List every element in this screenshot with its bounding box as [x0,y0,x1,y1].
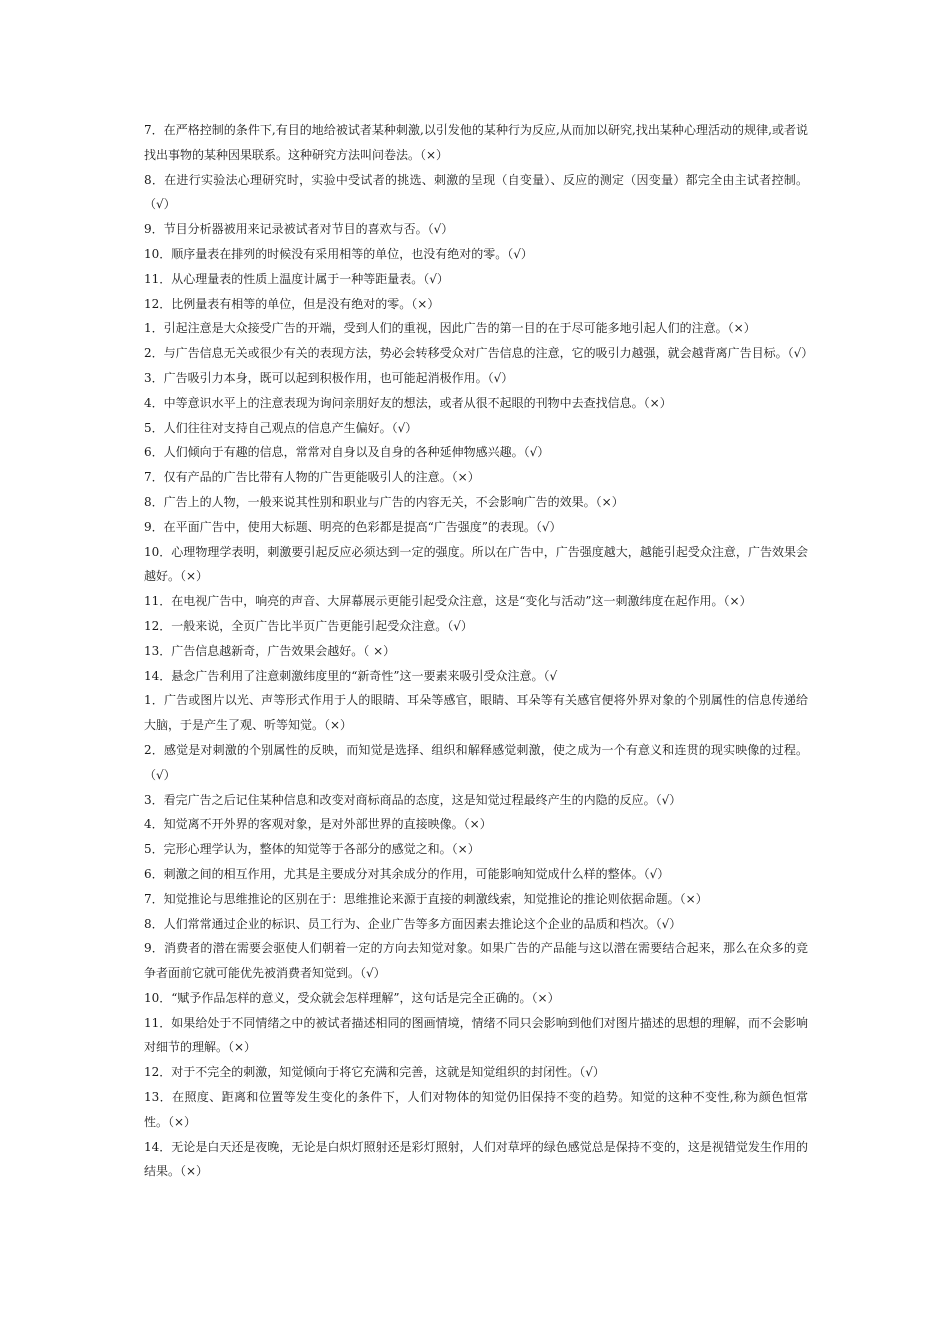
statement-item: 13．广告信息越新奇，广告效果会越好。（ ×） [144,643,396,658]
statement-item: 5．人们往往对支持自己观点的信息产生偏好。（√） [144,420,418,435]
statement-item: 8．人们常常通过企业的标识、员工行为、企业广告等多方面因素去推论这个企业的品质和档次。（√） [144,916,682,931]
statement-item: 2．与广告信息无关或很少有关的表现方法，势必会转移受众对广告信息的注意，它的吸引力越强，就会越背离广告目标。（√） [144,346,814,361]
statement-item: 1．引起注意是大众接受广告的开端，受到人们的重视，因此广告的第一目的在于尽可能多地引起人们的注意。（×） [144,321,756,336]
statement-item: 4．知觉离不开外界的客观对象，是对外部世界的直接映像。（×） [144,817,492,832]
statement-item: 5．完形心理学认为，整体的知觉等于各部分的感觉之和。（×） [144,842,480,857]
statement-item: 12．对于不完全的刺激，知觉倾向于将它充满和完善，这就是知觉组织的封闭性。（√） [144,1065,605,1080]
statement-item: 9．在平面广告中，使用大标题、明亮的色彩都是提高“广告强度”的表现。（√） [144,519,562,534]
statement-item: 10．心理物理学表明，刺激要引起反应必须达到一定的强度。所以在广告中，广告强度越大，越能引起受众注意，广告效果会越好。（×） [144,544,808,584]
statement-item: 2．感觉是对刺激的个别属性的反映，而知觉是选择、组织和解释感觉刺激，使之成为一个有意义和连贯的现实映像的过程。（√） [144,742,808,782]
statement-item: 7．仅有产品的广告比带有人物的广告更能吸引人的注意。（×） [144,470,480,485]
question-list [144,118,814,1184]
statement-item: 11．如果给处于不同情绪之中的被试者描述相同的图画情境，情绪不同只会影响到他们对图片描述的思想的理解，而不会影响对细节的理解。（×） [144,1015,808,1055]
statement-item: 1．广告或图片以光、声等形式作用于人的眼睛、耳朵等感官，眼睛、耳朵等有关感官便将外界对象的个别属性的信息传递给大脑，于是产生了观、听等知觉。（×） [144,693,808,733]
statement-item: 11．在电视广告中，响亮的声音、大屏幕展示更能引起受众注意，这是“变化与活动”这一刺激纬度在起作用。（×） [144,594,752,609]
statement-item: 10．顺序量表在排列的时候没有采用相等的单位，也没有绝对的零。（√） [144,246,533,261]
statement-item: 12．比例量表有相等的单位，但是没有绝对的零。（×） [144,296,440,311]
statement-item: 9．消费者的潜在需要会驱使人们朝着一定的方向去知觉对象。如果广告的产品能与这以潜在需要结合起来，那么在众多的竞争者面前它就可能优先被消费者知觉到。（√） [144,941,808,981]
statement-item: 10．“赋予作品怎样的意义，受众就会怎样理解”，这句话是完全正确的。（×） [144,990,560,1005]
statement-item: 3．广告吸引力本身，既可以起到积极作用，也可能起消极作用。（√） [144,370,514,385]
statement-item: 8．在进行实验法心理研究时，实验中受试者的挑选、刺激的呈现（自变量）、反应的测定（因变量）都完全由主试者控制。（√） [144,172,808,212]
statement-item: 6．人们倾向于有趣的信息，常常对自身以及自身的各种延伸物感兴趣。（√） [144,445,550,460]
statement-item: 13．在照度、距离和位置等发生变化的条件下，人们对物体的知觉仍旧保持不变的趋势。知觉的这种不变性,称为颜色恒常性。（×） [144,1090,808,1129]
statement-item: 12．一般来说，全页广告比半页广告更能引起受众注意。（√） [144,618,473,633]
statement-item: 8．广告上的人物，一般来说其性别和职业与广告的内容无关，不会影响广告的效果。（×） [144,494,624,509]
statement-item: 7．知觉推论与思维推论的区别在于：思维推论来源于直接的刺激线索，知觉推论的推论则依据命题。（×） [144,891,708,906]
statement-item: 4．中等意识水平上的注意表现为询问亲朋好友的想法，或者从很不起眼的刊物中去查找信息。（×） [144,395,672,410]
statement-item: 11．从心理量表的性质上温度计属于一种等距量表。（√） [144,271,449,286]
statement-item: 14．悬念广告利用了注意刺激纬度里的“新奇性”这一要素来吸引受众注意。（√ [144,668,558,683]
statement-item: 3．看完广告之后记住某种信息和改变对商标商品的态度，这是知觉过程最终产生的内隐的反应。（√） [144,792,682,807]
statement-item: 7．在严格控制的条件下,有目的地给被试者某种刺激,以引发他的某种行为反应,从而加以研究,找出某种心理活动的规律,或者说找出事物的某种因果联系。这种研究方法叫问卷法。（×） [144,123,808,162]
statement-item: 9．节目分析器被用来记录被试者对节目的喜欢与否。（√） [144,222,454,237]
statement-item: 6．刺激之间的相互作用，尤其是主要成分对其余成分的作用，可能影响知觉成什么样的整体。（√） [144,866,670,881]
statement-item: 14．无论是白天还是夜晚，无论是白炽灯照射还是彩灯照射，人们对草坪的绿色感觉总是保持不变的，这是视错觉发生作用的结果。（×） [144,1139,808,1179]
